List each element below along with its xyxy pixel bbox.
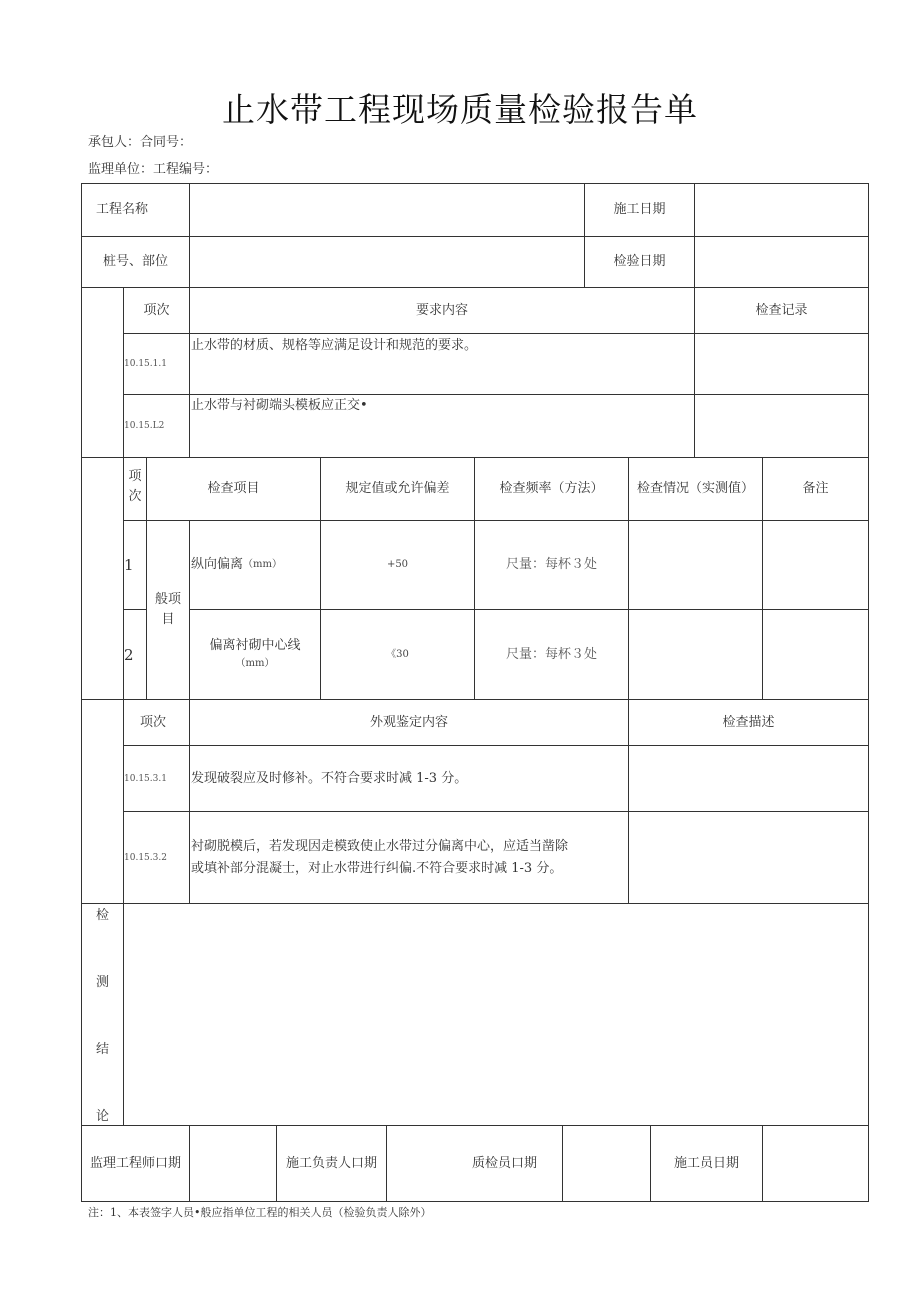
s2-col-spec: 规定值或允许偏差: [345, 481, 450, 496]
s2-group-label: [147, 580, 189, 640]
s2-row1-spec: +50: [386, 559, 409, 570]
construction-date-label: 施工日期: [613, 202, 666, 217]
s3-row2-description[interactable]: [629, 812, 868, 903]
s3-row1-code: 10.15.3.1: [124, 773, 167, 784]
s2-row1-item-name: 纵向偏离: [191, 557, 244, 572]
s2-row1-result[interactable]: [629, 521, 762, 609]
s1-col-item: 项次: [143, 302, 170, 318]
conclusion-content[interactable]: [124, 904, 868, 1125]
s2-row1-frequency: 尺量：每杯３处: [505, 557, 597, 572]
station-label: 桩号、部位: [102, 254, 168, 269]
contractor-line: 承包人：合同号：: [88, 135, 193, 150]
s3-col-description: 检查描述: [722, 714, 775, 730]
s1-row1-code: 10.15.1.1: [124, 359, 167, 369]
s2-row2-unit: （mm）: [235, 657, 275, 669]
worker-signature[interactable]: [763, 1126, 868, 1201]
s1-col-record: 检查记录: [755, 302, 808, 318]
s2-col-item-a: 项: [128, 469, 142, 484]
s2-row2-frequency: 尺量：每杯３处: [505, 646, 597, 662]
s3-row2-text-line2: 或填补部分混凝士，对止水带进行纠偏.不符合要求时减 1-3 分。: [191, 860, 563, 876]
s1-row2-record[interactable]: [695, 395, 868, 457]
s2-row2-item-name: 偏离衬砌中心线: [209, 637, 301, 653]
s2-row1-no: 1: [124, 556, 134, 574]
construction-lead-label: 施工负责人口期: [285, 1155, 377, 1171]
s2-group-label-b: 目: [161, 612, 175, 627]
conclusion-char-3: 结: [95, 1042, 109, 1057]
s3-row2-code: 10.15.3.2: [124, 852, 167, 863]
s2-col-result: 检查情况（实测值）: [636, 481, 754, 496]
supervisor-signature[interactable]: [190, 1126, 276, 1201]
s2-row2-remark[interactable]: [763, 610, 868, 699]
project-name-value[interactable]: [190, 184, 584, 236]
s2-row2-item: [190, 610, 320, 699]
s2-row1-remark[interactable]: [763, 521, 868, 609]
s3-row2-text: [191, 812, 627, 903]
station-value[interactable]: [190, 237, 584, 287]
s2-col-remark: 备注: [802, 481, 829, 496]
s2-col-item: [124, 462, 146, 512]
conclusion-char-2: 测: [95, 975, 109, 990]
s1-col-requirement: 要求内容: [415, 302, 468, 318]
conclusion-char-1: 检: [95, 908, 109, 923]
s2-row2-spec: 《30: [386, 648, 409, 660]
s1-row2-text: 止水带与衬砌端头模板应正交•: [191, 398, 368, 413]
s2-col-check: 检查项目: [207, 481, 260, 496]
s1-row2-code: 10.15.L2: [124, 421, 165, 431]
s2-col-frequency: 检查频率（方法）: [499, 481, 604, 496]
s2-row1-unit: （mm）: [243, 559, 282, 570]
conclusion-char-4: 论: [95, 1109, 109, 1124]
s1-row1-text: 止水带的材质、规格等应满足设计和规范的要求。: [191, 338, 478, 353]
s3-row2-text-line1: 衬砌脱模后，若发现因走模致使止水带过分偏离中心，应适当凿除: [191, 838, 569, 854]
s3-col-item: 项次: [139, 714, 166, 730]
supervision-line: 监理单位：工程编号：: [88, 162, 219, 177]
s3-row1-text: 发现破裂应及时修补。不符合要求时减 1-3 分。: [191, 770, 468, 786]
s3-row1-description[interactable]: [629, 746, 868, 811]
s2-row1-item: [191, 521, 320, 609]
s1-row1-record[interactable]: [695, 334, 868, 394]
inspection-date-value[interactable]: [695, 237, 868, 287]
s2-row2-result[interactable]: [629, 610, 762, 699]
s2-col-item-b: 次: [128, 489, 142, 504]
s3-col-content: 外观鉴定内容: [369, 714, 448, 730]
footnote: 注：1、本表签字人员•般应指单位工程的相关人员（检验负责人除外）: [88, 1206, 432, 1219]
inspector-signature[interactable]: [563, 1126, 650, 1201]
worker-label: 施工员日期: [673, 1155, 739, 1171]
inspector-label: 质检员口期: [471, 1155, 537, 1171]
supervisor-signature-label: 监理工程师口期: [89, 1155, 181, 1171]
inspection-date-label: 检验日期: [613, 254, 666, 269]
page-title: 止水带工程现场质量检验报告单: [222, 90, 698, 129]
construction-date-value[interactable]: [695, 184, 868, 236]
s2-row2-no: 2: [124, 645, 134, 664]
s2-group-label-a: 般项: [154, 592, 181, 607]
project-name-label: 工程名称: [95, 202, 148, 217]
